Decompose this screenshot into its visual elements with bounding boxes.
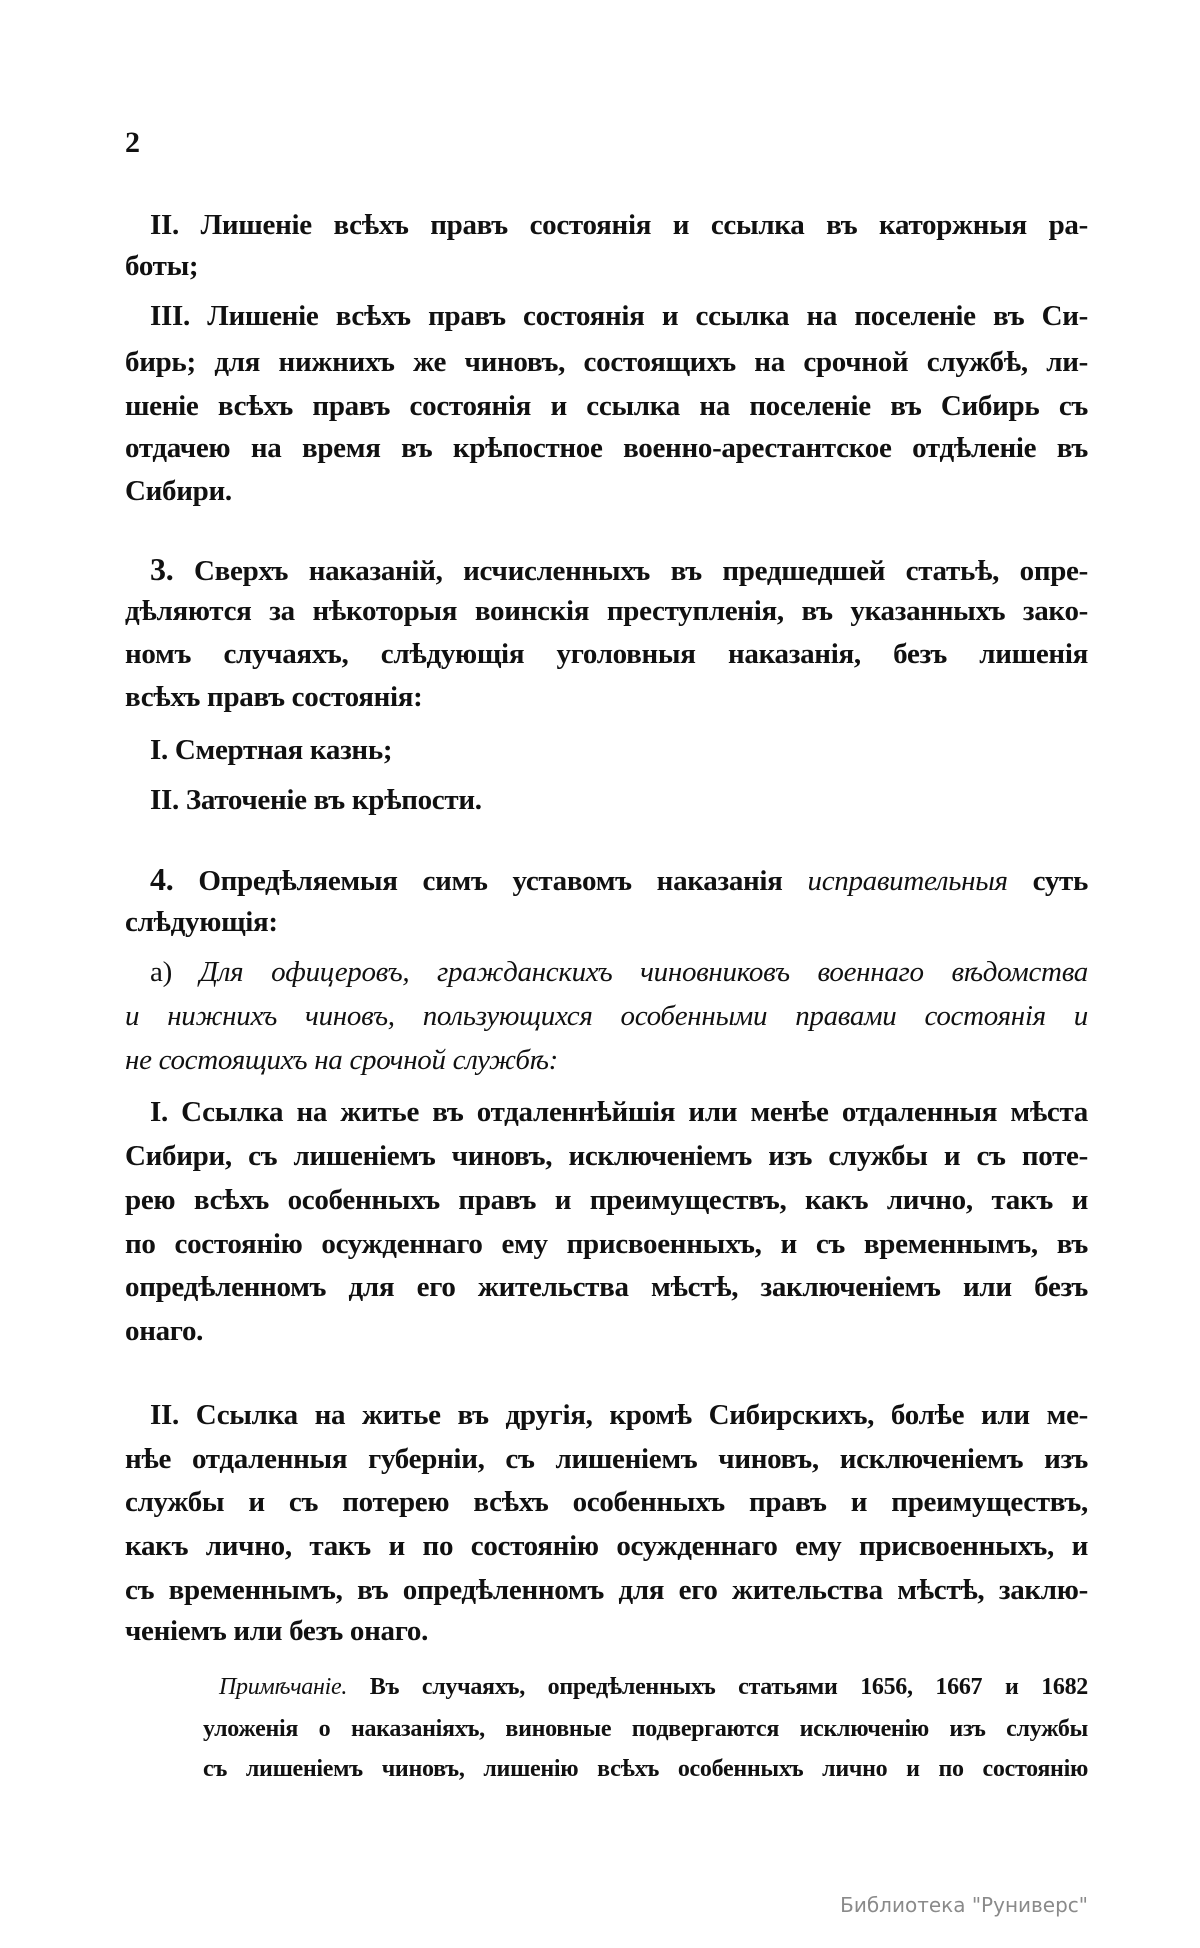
- subsection-a-first-line: [150, 954, 1088, 990]
- text-line: по состоянію осужденнаго ему присвоенныхъ, и съ временнымъ, въ: [125, 1228, 1088, 1260]
- article-4-first-line: [150, 861, 1088, 899]
- subsection-label: а): [150, 956, 172, 988]
- text-line: Сибири.: [125, 475, 232, 507]
- text-line: не состоящихъ на срочной службѣ:: [125, 1044, 559, 1076]
- text-line: шеніе всѣхъ правъ состоянія и ссылка на поселеніе въ Сибирь съ: [125, 390, 1088, 422]
- text: суть: [1032, 865, 1089, 897]
- text-line: всѣхъ правъ состоянія:: [125, 681, 423, 713]
- text-line: какъ лично, такъ и по состоянію осужденнаго ему присвоенныхъ, и: [125, 1530, 1088, 1562]
- text-line: рею всѣхъ особенныхъ правъ и преимуществъ, какъ лично, такъ и: [125, 1184, 1088, 1216]
- text-line: II. Лишеніе всѣхъ правъ состоянія и ссылка въ каторжныя ра-: [150, 209, 1088, 241]
- text-line: съ временнымъ, въ опредѣленномъ для его жительства мѣстѣ, заклю-: [125, 1574, 1088, 1606]
- article-3-first-line: [150, 551, 1088, 589]
- italic-term: исправительныя: [807, 865, 1008, 897]
- text: Сверхъ наказаній, исчисленныхъ въ предшедшей статьѣ, опре-: [194, 555, 1088, 587]
- note-line: уложенія о наказаніяхъ, виновные подвергаются исключенію изъ службы: [203, 1716, 1088, 1742]
- text-line: нѣе отдаленныя губерніи, съ лишеніемъ чиновъ, исключеніемъ изъ: [125, 1443, 1088, 1475]
- text-line: онаго.: [125, 1315, 204, 1347]
- text-line: слѣдующія:: [125, 906, 278, 938]
- note-line: съ лишеніемъ чиновъ, лишенію всѣхъ особенныхъ лично и по состоянію: [203, 1756, 1088, 1782]
- note-label: Примѣчаніе.: [219, 1674, 348, 1700]
- list-item: I. Смертная казнь;: [150, 734, 393, 766]
- text: Опредѣляемыя симъ уставомъ наказанія: [198, 865, 783, 897]
- text-line: II. Ссылка на житье въ другія, кромѣ Сибирскихъ, болѣе или ме-: [150, 1399, 1088, 1431]
- article-number: 4.: [150, 861, 174, 897]
- text-line: бирь; для нижнихъ же чиновъ, состоящихъ на срочной службѣ, ли-: [125, 346, 1088, 378]
- text-line: отдачею на время въ крѣпостное военно-арестантское отдѣленіе въ: [125, 432, 1088, 464]
- text-line: службы и съ потерею всѣхъ особенныхъ правъ и преимуществъ,: [125, 1486, 1088, 1518]
- text-line: ченіемъ или безъ онаго.: [125, 1615, 429, 1647]
- article-number: 3.: [150, 551, 174, 587]
- text-line: Сибири, съ лишеніемъ чиновъ, исключеніемъ изъ службы и съ поте-: [125, 1140, 1088, 1172]
- text-line: опредѣленномъ для его жительства мѣстѣ, заключеніемъ или безъ: [125, 1271, 1088, 1303]
- text: Для офицеровъ, гражданскихъ чиновниковъ военнаго вѣдомства: [199, 956, 1088, 988]
- note-first-line: [219, 1672, 1088, 1702]
- text-line: III. Лишеніе всѣхъ правъ состоянія и ссылка на поселеніе въ Си-: [150, 300, 1088, 332]
- text-line: дѣляются за нѣкоторыя воинскія преступленія, въ указанныхъ зако-: [125, 595, 1088, 627]
- text-line: I. Ссылка на житье въ отдаленнѣйшія или менѣе отдаленныя мѣста: [150, 1096, 1088, 1128]
- text-line: боты;: [125, 250, 199, 282]
- text-line: номъ случаяхъ, слѣдующія уголовныя наказанія, безъ лишенія: [125, 638, 1088, 670]
- text-line: и нижнихъ чиновъ, пользующихся особенными правами состоянія и: [125, 1000, 1088, 1032]
- page-number: 2: [125, 126, 140, 159]
- text: Въ случаяхъ, опредѣленныхъ статьями 1656, 1667 и 1682: [369, 1674, 1089, 1700]
- library-watermark: Библиотека "Руниверс": [840, 1893, 1088, 1917]
- list-item: II. Заточеніе въ крѣпости.: [150, 784, 482, 816]
